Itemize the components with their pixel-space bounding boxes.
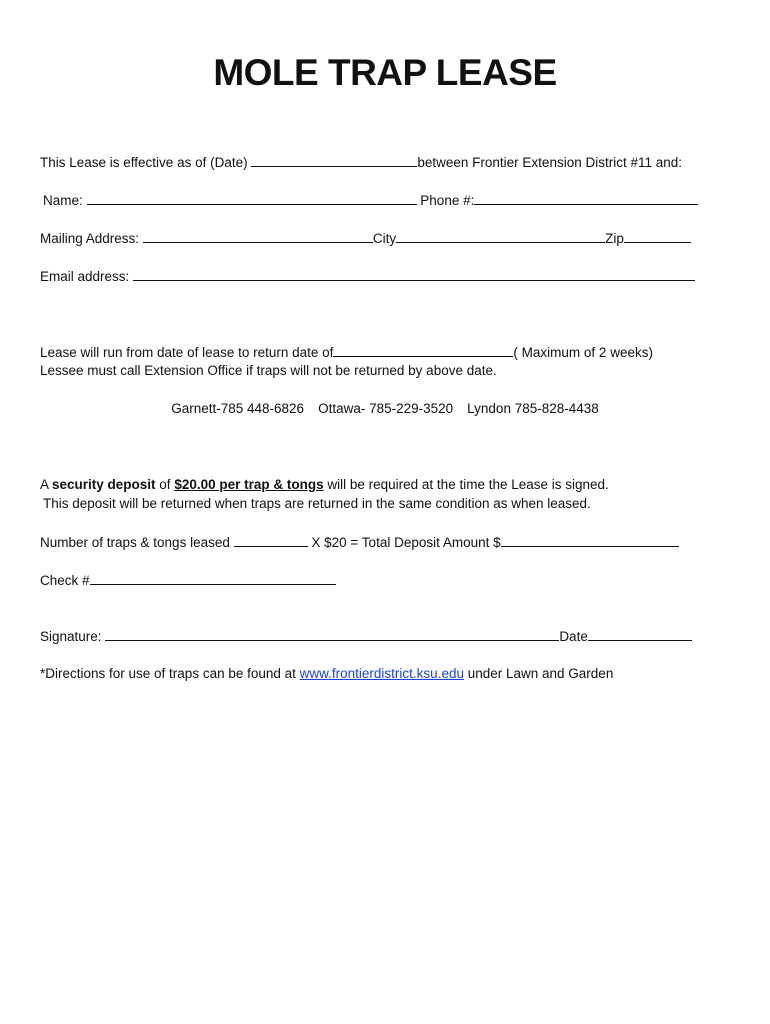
effective-date-line bbox=[40, 153, 682, 172]
phone-field[interactable] bbox=[474, 191, 698, 205]
directions-line bbox=[40, 665, 613, 683]
traps-count-field[interactable] bbox=[234, 533, 308, 547]
email-line bbox=[40, 267, 695, 286]
effective-date-field[interactable] bbox=[251, 153, 417, 167]
return-note: Lessee must call Extension Office if traps will not be returned by above date. bbox=[40, 363, 497, 378]
ottawa-phone: Ottawa- 785-229-3520 bbox=[318, 401, 454, 416]
zip-field[interactable] bbox=[624, 229, 691, 243]
lyndon-phone: Lyndon 785-828-4438 bbox=[467, 401, 599, 416]
email-label: Email address: bbox=[40, 269, 130, 284]
check-line bbox=[40, 571, 336, 590]
document-title: MOLE TRAP LEASE bbox=[213, 52, 557, 93]
city-field[interactable] bbox=[396, 229, 605, 243]
signature-date-label: Date bbox=[559, 629, 588, 644]
signature-field[interactable] bbox=[105, 627, 559, 641]
zip-label: Zip bbox=[605, 231, 624, 246]
name-label: Name: bbox=[43, 193, 83, 208]
deposit-line-1 bbox=[40, 476, 609, 494]
mailing-address-label: Mailing Address: bbox=[40, 231, 140, 246]
frontier-district-link[interactable]: www.frontierdistrict.ksu.edu bbox=[299, 666, 464, 681]
deposit-line-2: This deposit will be returned when traps are returned in the same condition as when leased. bbox=[43, 496, 591, 511]
directions-suffix: under Lawn and Garden bbox=[463, 666, 614, 681]
check-label: Check # bbox=[40, 573, 90, 588]
deposit-prefix: A bbox=[40, 477, 53, 492]
office-phones bbox=[0, 400, 770, 418]
effective-parties-text: between Frontier Extension District #11 and: bbox=[417, 155, 683, 170]
security-deposit-term: security deposit bbox=[52, 477, 156, 492]
total-deposit-field[interactable] bbox=[501, 533, 679, 547]
garnett-phone: Garnett-785 448-6826 bbox=[171, 401, 305, 416]
return-date-line bbox=[40, 343, 653, 362]
check-number-field[interactable] bbox=[90, 571, 336, 585]
total-deposit-label: X $20 = Total Deposit Amount $ bbox=[311, 535, 501, 550]
directions-text: *Directions for use of traps can be found at bbox=[40, 666, 300, 681]
return-date-label: Lease will run from date of lease to return date of bbox=[40, 345, 334, 360]
address-line bbox=[40, 229, 691, 248]
maximum-term-text: ( Maximum of 2 weeks) bbox=[513, 345, 653, 360]
email-field[interactable] bbox=[133, 267, 695, 281]
deposit-of: of bbox=[155, 477, 175, 492]
deposit-calculation-line bbox=[40, 533, 679, 552]
return-date-field[interactable] bbox=[333, 343, 513, 357]
name-field[interactable] bbox=[87, 191, 417, 205]
traps-count-label: Number of traps & tongs leased bbox=[40, 535, 230, 550]
city-label: City bbox=[372, 231, 397, 246]
phone-label: Phone #: bbox=[420, 193, 475, 208]
signature-label: Signature: bbox=[40, 629, 102, 644]
signature-date-field[interactable] bbox=[588, 627, 692, 641]
mailing-address-field[interactable] bbox=[143, 229, 373, 243]
name-phone-line bbox=[43, 191, 698, 210]
effective-date-label: This Lease is effective as of (Date) bbox=[40, 155, 248, 170]
deposit-requirement-text: will be required at the time the Lease is signed. bbox=[323, 477, 609, 492]
deposit-amount: $20.00 per trap & tongs bbox=[174, 477, 324, 492]
signature-line bbox=[40, 627, 692, 646]
